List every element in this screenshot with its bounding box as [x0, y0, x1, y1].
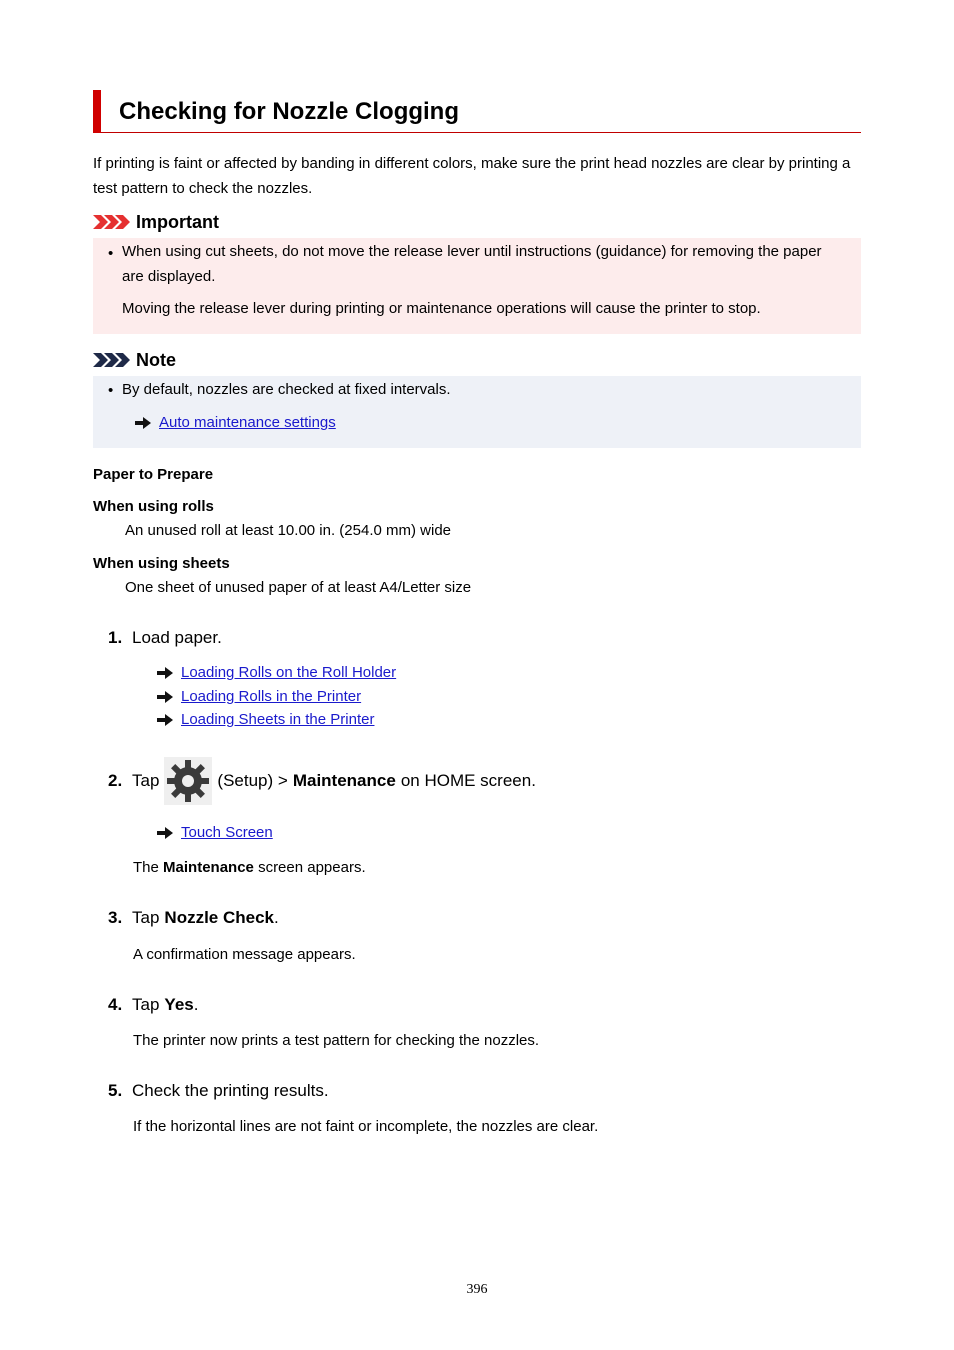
- loading-rolls-roll-holder-link[interactable]: Loading Rolls on the Roll Holder: [181, 664, 397, 681]
- important-box: [93, 238, 861, 334]
- heading-accent-bar: [93, 90, 101, 133]
- step-text-bold: Maintenance: [292, 771, 396, 790]
- step-text-post: .: [274, 908, 279, 927]
- note-box: [93, 376, 861, 448]
- note-label: Note: [136, 349, 176, 370]
- step-4-description: The printer now prints a test pattern for checking the nozzles.: [133, 1032, 540, 1049]
- important-label: Important: [136, 211, 219, 232]
- note-link-line: [135, 414, 336, 431]
- arrow-right-icon: [157, 667, 173, 679]
- page-number: 396: [466, 1282, 488, 1297]
- touch-screen-link[interactable]: Touch Screen: [181, 824, 273, 841]
- note-text: By default, nozzles are checked at fixed intervals.: [122, 381, 451, 398]
- step-5-description: If the horizontal lines are not faint or incomplete, the nozzles are clear.: [133, 1118, 599, 1135]
- sheets-text: One sheet of unused paper of at least A4/Letter size: [125, 579, 472, 596]
- arrow-right-icon: [157, 691, 173, 703]
- step-5: [108, 1081, 329, 1101]
- page-heading: [93, 90, 861, 133]
- important-text-1: When using cut sheets, do not move the release lever until instructions (guidance) for removing the paper are displayed.: [122, 243, 822, 285]
- step-number: 3.: [108, 908, 123, 927]
- rolls-heading: When using rolls: [93, 498, 214, 515]
- step-number: 1.: [108, 628, 123, 647]
- rolls-text: An unused roll at least 10.00 in. (254.0 mm) wide: [125, 522, 452, 539]
- step-text-post: .: [193, 995, 199, 1014]
- bullet: •: [108, 382, 114, 399]
- paper-heading: Paper to Prepare: [93, 466, 214, 483]
- step-text-pre: Tap: [132, 771, 160, 790]
- important-arrows-icon: [93, 214, 131, 230]
- desc-bold: Maintenance: [163, 859, 254, 876]
- arrow-right-icon: [135, 417, 151, 429]
- intro-paragraph: If printing is faint or affected by banding in different colors, make sure the print head nozzles are clear by printing a test pattern to check the nozzles.: [93, 155, 851, 197]
- step-text-bold: Yes: [164, 995, 194, 1014]
- important-text-2: Moving the release lever during printing or maintenance operations will cause the printer to stop.: [122, 300, 761, 317]
- loading-sheets-printer-link[interactable]: Loading Sheets in the Printer: [181, 711, 375, 728]
- step-text-mid: (Setup) >: [217, 771, 288, 790]
- loading-rolls-printer-link[interactable]: Loading Rolls in the Printer: [181, 688, 362, 705]
- arrow-right-icon: [157, 827, 173, 839]
- auto-maintenance-settings-link[interactable]: Auto maintenance settings: [159, 414, 336, 431]
- step-text-post: on HOME screen.: [400, 771, 536, 790]
- important-title: [93, 211, 219, 233]
- step-text-pre: Tap: [132, 995, 160, 1014]
- step-number: 4.: [108, 995, 123, 1014]
- step-3-description: A confirmation message appears.: [133, 946, 356, 963]
- page-title: Checking for Nozzle Clogging: [119, 98, 459, 125]
- setup-gear-image: [164, 757, 212, 805]
- link-line: [157, 664, 396, 681]
- sheets-heading: When using sheets: [93, 555, 230, 572]
- link-line: [157, 711, 374, 728]
- arrow-right-icon: [157, 714, 173, 726]
- step-4: [108, 995, 198, 1015]
- step-text-bold: Nozzle Check: [164, 908, 275, 927]
- step-2-description: [133, 859, 366, 876]
- step-number: 5.: [108, 1081, 123, 1100]
- desc-post: screen appears.: [258, 859, 366, 876]
- link-line: [157, 824, 273, 841]
- step-3: [108, 908, 279, 928]
- step-2: [108, 756, 536, 806]
- note-arrows-icon: [93, 352, 131, 368]
- link-line: [157, 688, 361, 705]
- step-1: [108, 628, 222, 648]
- gear-icon: [164, 757, 212, 805]
- step-text-pre: Tap: [132, 908, 160, 927]
- desc-pre: The: [133, 859, 159, 876]
- note-title: [93, 349, 176, 371]
- step-number: 2.: [108, 771, 123, 790]
- bullet: •: [108, 245, 114, 262]
- step-text: Load paper.: [132, 628, 222, 647]
- step-text: Check the printing results.: [132, 1081, 329, 1100]
